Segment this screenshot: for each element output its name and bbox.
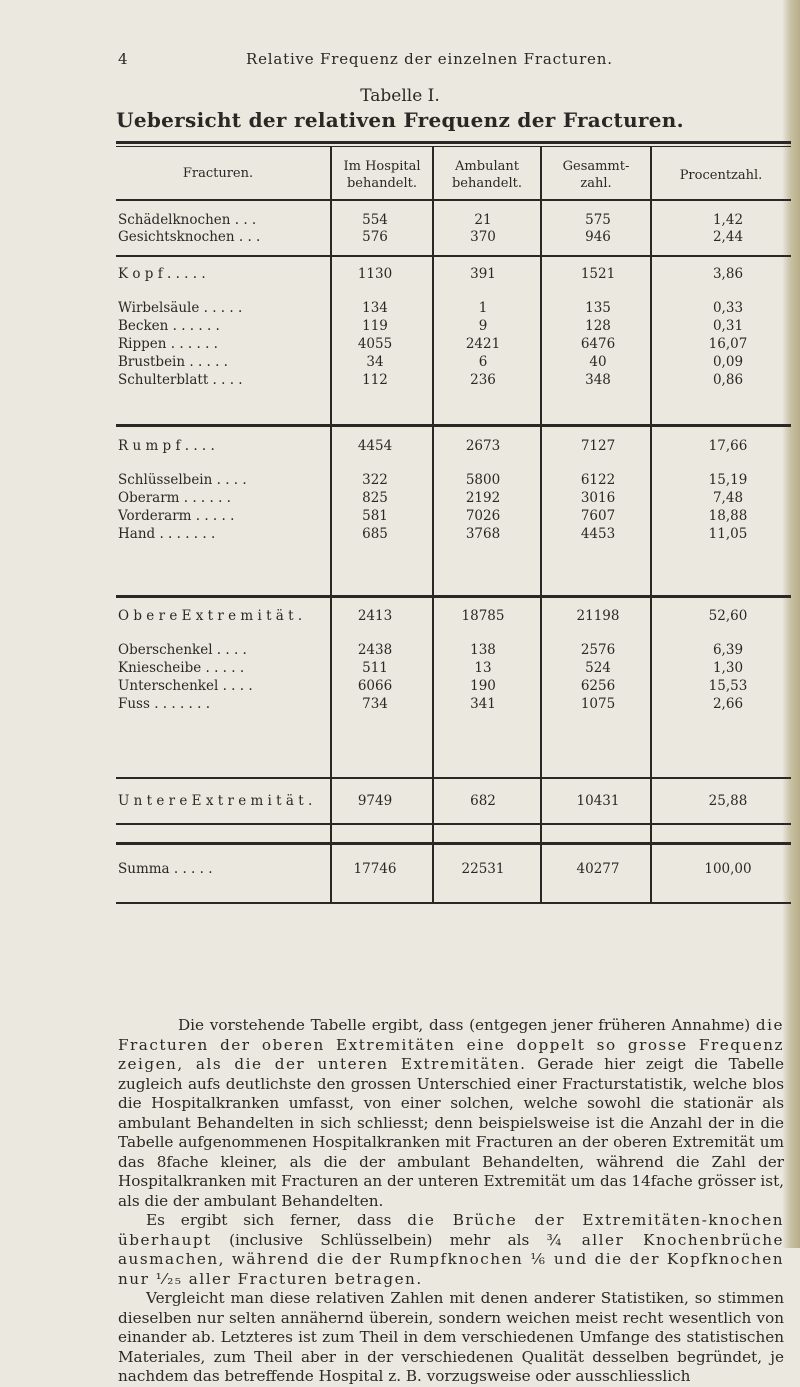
column-rule: [540, 146, 542, 903]
table-subtotal-row: K o p f . . . . . 1130 391 1521 3,86: [118, 266, 744, 282]
table-row: Schlüsselbein . . . . 322 5800 6122 15,19: [118, 472, 748, 488]
table-subtotal-row: R u m p f . . . . 4454 2673 7127 17,66: [118, 438, 748, 454]
table-row: Rippen . . . . . . 4055 2421 6476 16,07: [118, 336, 748, 352]
group-rule: [116, 255, 791, 257]
table-row: Wirbelsäule . . . . . 134 1 135 0,33: [118, 300, 744, 316]
table-row: Kniescheibe . . . . . 511 13 524 1,30: [118, 660, 744, 676]
table-row: Gesichtsknochen . . . 576 370 946 2,44: [118, 229, 744, 245]
table-row: Hand . . . . . . . 685 3768 4453 11,05: [118, 526, 748, 542]
table-row: Oberarm . . . . . . 825 2192 3016 7,48: [118, 490, 744, 506]
column-rule: [650, 146, 652, 903]
paragraph: Vergleicht man diese relativen Zahlen mit denen anderer Statistiken, so stimmen dieselben nur selten annähernd überein, sondern weichen meist recht wesentlich von einander ab. Letzteres ist zum Theil in dem verschiedenen Umfange des statistischen Materiales, zum Theil aber in der verschiedenen Qualität desselben begründet, je nachdem das betreffende Hospital z. B. vorzugsweise oder ausschliesslich: [118, 1289, 784, 1385]
table-top-rule-thin: [116, 146, 791, 147]
paragraph: Die vorstehende Tabelle ergibt, dass (entgegen jener früheren Annahme) die Fracturen der oberen Extremitäten eine doppelt so grosse Frequenz zeigen, als die der unteren Extremitäten. Gerade hier zeigt die Tabelle zugleich aufs deutlichste den grossen Unterschied einer Fracturstatistik, welche blos die Hospitalkranken umfasst, von einer solchen, welche sowohl die stationär als ambulant Behandelten in sich schliesst; denn beispielsweise ist die Anzahl der in die Tabelle aufgenommenen Hospitalkranken mit Fracturen an der oberen Extremität um das 8fache kleiner, als die der ambulant Behandelten, während die Zahl der Hospitalkranken mit Fracturen an der unteren Extremität um das 14fache grösser ist, als die der ambulant Behandelten.: [118, 1016, 784, 1210]
table-label: Tabelle I.: [360, 86, 440, 106]
paragraph: Es ergibt sich ferner, dass die Brüche der Extremitäten-knochen überhaupt (inclusive Schlüsselbein) mehr als ¾ aller Knochenbrüche ausmachen, während die der Rumpfknochen ⅙ und die der Kopfknochen nur ¹⁄₂₅ aller Fracturen betragen.: [118, 1211, 785, 1288]
table-total-row: Summa . . . . . 17746 22531 40277 100,00: [118, 861, 752, 877]
table-row: Schulterblatt . . . . 112 236 348 0,86: [118, 372, 744, 388]
table-row: Unterschenkel . . . . 6066 190 6256 15,53: [118, 678, 748, 694]
page-edge: [782, 0, 800, 1248]
table-row: Oberschenkel . . . . 2438 138 2576 6,39: [118, 642, 744, 658]
column-rule: [432, 146, 434, 903]
table-subtotal-row: O b e r e E x t r e m i t ä t . 2413 18785 21198 52,60: [118, 608, 748, 624]
table-subtotal-row: U n t e r e E x t r e m i t ä t . 9749 682 10431 25,88: [118, 793, 748, 809]
page-number: 4: [118, 50, 128, 68]
table-row: Fuss . . . . . . . 734 341 1075 2,66: [118, 696, 744, 712]
table-row: Vorderarm . . . . . 581 7026 7607 18,88: [118, 508, 748, 524]
group-rule: [116, 842, 791, 845]
header-total: Gesammt- zahl.: [562, 159, 630, 191]
table-bottom-rule: [116, 902, 791, 904]
header-rule: [116, 199, 791, 201]
header-hospital: Im Hospital behandelt.: [343, 159, 421, 191]
group-rule: [116, 595, 791, 598]
header-ambulant: Ambulant behandelt.: [451, 159, 523, 191]
group-rule: [116, 823, 791, 825]
table-top-rule: [116, 141, 791, 144]
header-percent: Procentzahl.: [679, 168, 763, 183]
column-rule: [330, 146, 332, 903]
table-row: Schädelknochen . . . 554 21 575 1,42: [118, 212, 744, 228]
group-rule: [116, 777, 791, 779]
table-row: Brustbein . . . . . 34 6 40 0,09: [118, 354, 744, 370]
header-fracturen: Fracturen.: [182, 166, 254, 181]
body-text: [118, 1016, 784, 1387]
table-title: Uebersicht der relativen Frequenz der Fracturen.: [116, 108, 684, 132]
running-head: Relative Frequenz der einzelnen Fracturen.: [246, 50, 613, 68]
group-rule: [116, 424, 791, 427]
table-row: Becken . . . . . . 119 9 128 0,31: [118, 318, 744, 334]
